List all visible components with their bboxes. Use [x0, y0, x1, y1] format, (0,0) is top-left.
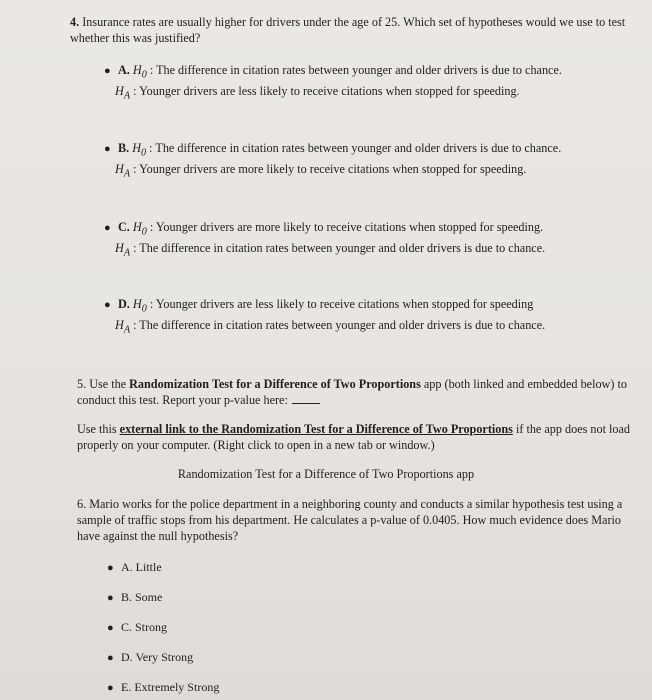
question-6-option-2[interactable]	[107, 590, 162, 605]
h0-label: $H_0$	[132, 141, 147, 159]
bullet-icon: ●	[104, 299, 111, 311]
question-5: 5. Use the Randomization Test for a Difference of Two Proportions app (both linked and embedded below) to conduct this test. Report your p-value here:	[77, 377, 627, 407]
question-5-number: 5.	[77, 377, 87, 391]
question-6-number: 6.	[77, 497, 87, 511]
alternative-hypothesis-text: Younger drivers are more likely to receive citations when stopped for speeding.	[139, 162, 527, 177]
alternative-hypothesis-text: Younger drivers are less likely to receive citations when stopped for speeding.	[139, 84, 520, 99]
null-hypothesis-text: Younger drivers are more likely to receive citations when stopped for speeding.	[155, 220, 544, 234]
option-label: D. Very Strong	[121, 650, 194, 664]
ha-label: $H_A$	[115, 241, 131, 259]
option-letter: A.	[118, 63, 130, 77]
question-6-option-3[interactable]	[107, 620, 167, 635]
option-label: C. Strong	[121, 620, 168, 634]
question-4-option-4[interactable]: ● D. $H_0$ : Younger drivers are less likely to receive citations when stopped for speeding $H_A$ : The difference in citation rates between younger and older drivers is due to chance.	[104, 297, 546, 336]
bullet-icon: ●	[107, 682, 114, 694]
bullet-icon: ●	[107, 592, 114, 604]
option-label: B. Some	[121, 590, 163, 604]
question-4	[70, 14, 636, 46]
question-6-option-4[interactable]	[107, 650, 193, 665]
ha-label: $H_A$	[115, 162, 131, 180]
bullet-icon: ●	[107, 622, 114, 634]
bullet-icon: ●	[104, 222, 111, 234]
ha-label: $H_A$	[115, 318, 131, 336]
question-4-prompt: Insurance rates are usually higher for drivers under the age of 25. Which set of hypotheses would we use to test whether this was justified?	[70, 15, 626, 45]
question-4-number: 4.	[70, 15, 80, 29]
bullet-icon: ●	[107, 652, 114, 664]
null-hypothesis-text: The difference in citation rates between younger and older drivers is due to chance.	[155, 141, 562, 155]
option-letter: D.	[118, 297, 130, 311]
option-label: A. Little	[121, 560, 162, 574]
option-letter: C.	[118, 220, 130, 234]
h0-label: $H_0$	[132, 63, 147, 81]
option-label: E. Extremely Strong	[121, 680, 220, 694]
question-4-option-1[interactable]: ● A. $H_0$ : The difference in citation rates between younger and older drivers is due to chance. $H_A$ : Younger drivers are less likely to receive citations when stopped for speeding.	[104, 63, 562, 102]
question-4-option-3[interactable]: ● C. $H_0$ : Younger drivers are more likely to receive citations when stopped for speeding. $H_A$ : The difference in citation rates between younger and older drivers is due to chance.	[104, 220, 546, 259]
question-6-prompt: Mario works for the police department in a neighboring county and conducts a similar hypothesis test using a sample of traffic stops from his department. He calculates a p-value of 0.0405. How much evidence does Mario have against the null hypothesis?	[77, 497, 623, 543]
embedded-app-title: Randomization Test for a Difference of Two Proportions app	[177, 467, 475, 481]
option-letter: B.	[118, 141, 130, 155]
external-link[interactable]: external link to the Randomization Test for a Difference of Two Proportions	[119, 422, 513, 436]
app-name: Randomization Test for a Difference of Two Proportions	[129, 377, 421, 391]
question-6-option-5[interactable]	[107, 680, 219, 695]
bullet-icon: ●	[104, 65, 111, 77]
h0-label: $H_0$	[132, 297, 147, 315]
null-hypothesis-text: Younger drivers are less likely to receive citations when stopped for speeding	[155, 297, 534, 311]
question-6	[77, 496, 635, 544]
alternative-hypothesis-text: The difference in citation rates between younger and older drivers is due to chance.	[139, 241, 546, 256]
ha-label: $H_A$	[115, 84, 131, 102]
external-link-note: Use this external link to the Randomization Test for a Difference of Two Proportions if the app does not load properly on your computer. (Right click to open in a new tab or window.)	[77, 422, 631, 452]
alternative-hypothesis-text: The difference in citation rates between younger and older drivers is due to chance.	[139, 318, 546, 333]
p-value-blank[interactable]	[292, 393, 320, 404]
bullet-icon: ●	[104, 143, 111, 155]
question-4-option-2[interactable]: ● B. $H_0$ : The difference in citation rates between younger and older drivers is due to chance. $H_A$ : Younger drivers are more likely to receive citations when stopped for speeding.	[104, 141, 562, 180]
null-hypothesis-text: The difference in citation rates between younger and older drivers is due to chance.	[156, 63, 562, 77]
h0-label: $H_0$	[132, 220, 147, 238]
question-6-option-1[interactable]	[107, 560, 162, 575]
bullet-icon: ●	[107, 562, 114, 574]
